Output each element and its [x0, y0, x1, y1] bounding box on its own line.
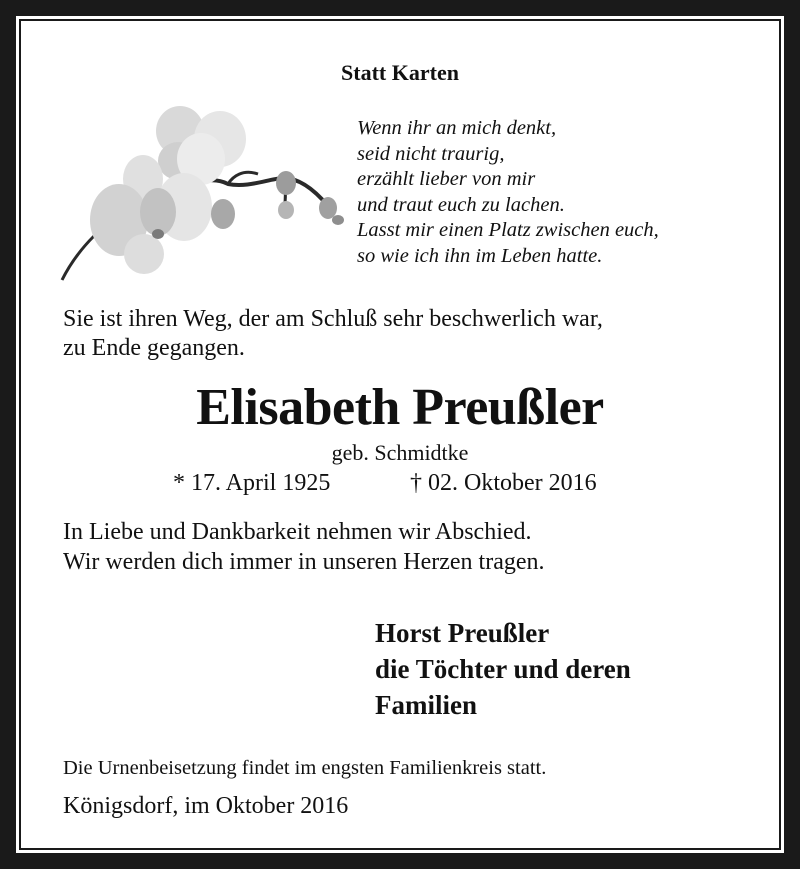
farewell-text	[63, 517, 545, 577]
signer-line: Horst Preußler	[375, 618, 550, 648]
poem-line: Wenn ihr an mich denkt,	[357, 117, 557, 139]
signer-line: Familien	[375, 690, 477, 720]
farewell-line: In Liebe und Dankbarkeit nehmen wir Abschied.	[63, 519, 532, 545]
poem-line: Lasst mir einen Platz zwischen euch,	[357, 219, 659, 241]
orchid-branch-icon	[58, 104, 350, 284]
birth-name: geb. Schmidtke	[331, 440, 469, 465]
poem-line: so wie ich ihn im Leben hatte.	[357, 244, 603, 267]
poem-line: erzählt lieber von mir	[357, 168, 536, 190]
signers	[375, 615, 631, 723]
place-date: Königsdorf, im Oktober 2016	[63, 793, 349, 819]
intro-line: zu Ende gegangen.	[63, 335, 245, 361]
notice-heading: Statt Karten	[341, 60, 459, 85]
birth-date: * 17. April 1925	[173, 470, 331, 496]
farewell-line: Wir werden dich immer in unseren Herzen tragen.	[63, 549, 545, 575]
intro-text	[63, 305, 603, 363]
poem-line: und traut euch zu lachen.	[357, 193, 565, 216]
poem-line: seid nicht traurig,	[357, 142, 505, 165]
death-date: † 02. Oktober 2016	[410, 470, 597, 496]
intro-line: Sie ist ihren Weg, der am Schluß sehr beschwerlich war,	[63, 306, 603, 332]
poem	[357, 116, 659, 269]
deceased-name: Elisabeth Preußler	[196, 379, 604, 436]
signer-line: die Töchter und deren	[375, 654, 631, 684]
burial-note: Die Urnenbeisetzung findet im engsten Familienkreis statt.	[63, 757, 547, 779]
